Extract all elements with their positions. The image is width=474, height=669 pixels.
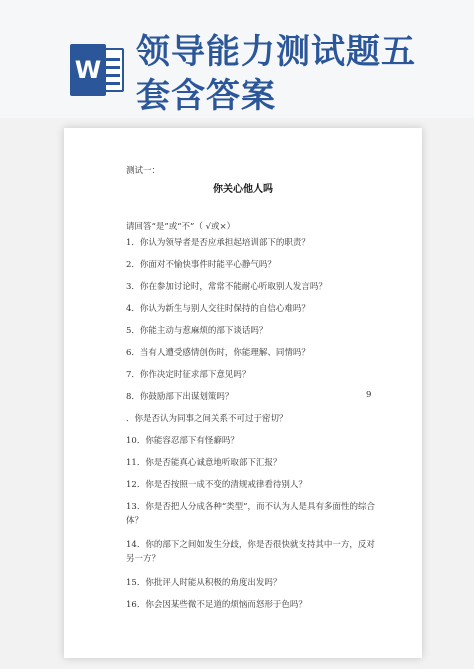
test-label: 测试一： <box>126 166 161 176</box>
document-page <box>64 128 422 658</box>
question-item: 12．你是否按照一成不变的清规戒律看待别人？ <box>126 480 307 490</box>
question-item: ．你是否认为同事之间关系不可过于密切？ <box>126 414 288 424</box>
title-line-1: 领导能力测试题五 <box>136 32 416 72</box>
question-item: 11．你是否能真心诚意地听取部下汇报？ <box>126 458 282 468</box>
question-item: 8．你鼓励部下出谋划策吗？ <box>126 392 234 402</box>
question-item: 14．你的部下之间如发生分歧，你是否很快就支持其中一方，反对另一方？ <box>126 540 375 564</box>
word-icon-letter: W <box>70 44 106 96</box>
question-item: 4．你认为新生与别人交往时保持的自信心难吗？ <box>126 304 310 314</box>
question-item: 6．当有人遭受感情创伤时，你能理解、同情吗？ <box>126 348 310 358</box>
question-item: 10．你能容忍部下有怪癖吗？ <box>126 436 239 446</box>
quiz-title: 你关心他人吗 <box>213 184 273 195</box>
instruction: 请回答“是”或“不”（ √或×） <box>126 222 236 232</box>
question-item: 2．你面对不愉快事件时能平心静气吗？ <box>126 260 276 270</box>
word-document-icon <box>70 44 126 96</box>
question-item: 7．你作决定时征求部下意见吗？ <box>126 370 251 380</box>
document-title <box>136 30 466 118</box>
question-item: 15．你批评人时能从积极的角度出发吗？ <box>126 578 282 588</box>
page-header <box>0 0 474 118</box>
title-line-2: 套含答案 <box>136 76 276 116</box>
question-item: 3．你在参加讨论时，常常不能耐心听取别人发言吗？ <box>126 282 327 292</box>
question-item: 13．你是否把人分成各种“类型”，而不认为人是具有多面性的综合体？ <box>126 502 376 526</box>
page-number: 9 <box>366 390 372 400</box>
question-item: 16．你会因某些微不足道的烦恼而怒形于色吗？ <box>126 600 307 610</box>
question-item: 5．你能主动与惹麻烦的部下谈话吗？ <box>126 326 268 336</box>
question-item: 1．你认为领导者是否应承担起培训部下的职责？ <box>126 238 310 248</box>
